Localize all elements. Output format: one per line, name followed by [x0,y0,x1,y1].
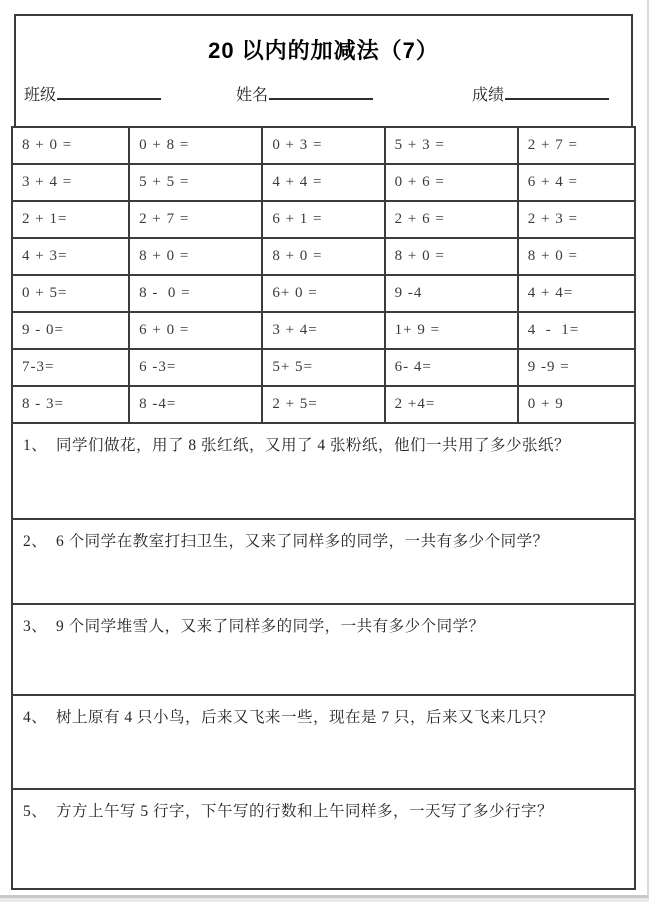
math-problem-cell: 8 - 3= [12,386,129,423]
math-problem-cell: 7-3= [12,349,129,386]
name-blank-line [269,83,373,100]
math-problem-cell: 9 -4 [385,275,518,312]
class-field [24,82,161,105]
math-row [12,312,635,349]
math-problem-cell: 0 + 6 = [385,164,518,201]
math-row [12,386,635,423]
word-problem: 5、 方方上午写 5 行字，下午写的行数和上午同样多，一天写了多少行字？ [11,790,636,890]
math-problem-cell: 8 + 0 = [12,127,129,164]
word-problem: 2、 6 个同学在教室打扫卫生，又来了同样多的同学，一共有多少个同学？ [11,520,636,605]
score-blank-line [505,83,609,100]
score-field-label: 成绩 [472,87,505,104]
math-problem-cell: 2 + 7 = [129,201,262,238]
math-row [12,164,635,201]
math-problem-cell: 5 + 5 = [129,164,262,201]
name-field [236,82,373,105]
name-field-label: 姓名 [236,87,269,104]
word-problems-section [11,424,636,890]
math-problem-cell: 6 -3= [129,349,262,386]
math-problem-cell: 0 + 8 = [129,127,262,164]
header-fields [24,82,623,106]
page-title: 20 以内的加减法（7） [208,38,439,63]
math-problem-cell: 8 + 0 = [385,238,518,275]
math-problem-cell: 2 + 1= [12,201,129,238]
math-problem-cell: 5+ 5= [262,349,384,386]
math-problem-cell: 2 + 7 = [518,127,635,164]
math-problem-cell: 0 + 9 [518,386,635,423]
math-problem-cell: 9 - 0= [12,312,129,349]
math-problem-cell: 6 + 1 = [262,201,384,238]
math-problem-cell: 0 + 3 = [262,127,384,164]
math-problem-cell: 6+ 0 = [262,275,384,312]
math-problem-cell: 4 + 3= [12,238,129,275]
math-row [12,349,635,386]
worksheet-header [14,14,633,126]
math-problem-cell: 2 + 5= [262,386,384,423]
math-row [12,238,635,275]
math-problem-cell: 3 + 4 = [12,164,129,201]
word-problem: 3、 9 个同学堆雪人，又来了同样多的同学，一共有多少个同学？ [11,605,636,696]
math-problem-cell: 4 - 1= [518,312,635,349]
score-field [472,82,609,105]
math-problem-cell: 6 + 4 = [518,164,635,201]
class-field-label: 班级 [24,87,57,104]
math-problem-cell: 8 + 0 = [129,238,262,275]
word-problem: 1、 同学们做花，用了 8 张红纸，又用了 4 张粉纸，他们一共用了多少张纸？ [11,424,636,520]
math-problem-cell: 8 - 0 = [129,275,262,312]
math-problem-cell: 8 -4= [129,386,262,423]
math-row [12,127,635,164]
math-problem-cell: 5 + 3 = [385,127,518,164]
math-problem-cell: 3 + 4= [262,312,384,349]
math-problem-cell: 4 + 4= [518,275,635,312]
math-problem-cell: 8 + 0 = [518,238,635,275]
word-problem: 4、 树上原有 4 只小鸟，后来又飞来一些，现在是 7 只，后来又飞来几只？ [11,696,636,790]
math-problem-cell: 6 + 0 = [129,312,262,349]
math-problems-table [11,126,636,424]
math-problem-cell: 2 + 3 = [518,201,635,238]
math-row [12,275,635,312]
math-problem-cell: 0 + 5= [12,275,129,312]
class-blank-line [57,83,161,100]
math-problem-cell: 8 + 0 = [262,238,384,275]
math-row [12,201,635,238]
math-problem-cell: 2 +4= [385,386,518,423]
math-problem-cell: 4 + 4 = [262,164,384,201]
math-problem-cell: 1+ 9 = [385,312,518,349]
math-problem-cell: 2 + 6 = [385,201,518,238]
math-problem-cell: 9 -9 = [518,349,635,386]
math-problem-cell: 6- 4= [385,349,518,386]
